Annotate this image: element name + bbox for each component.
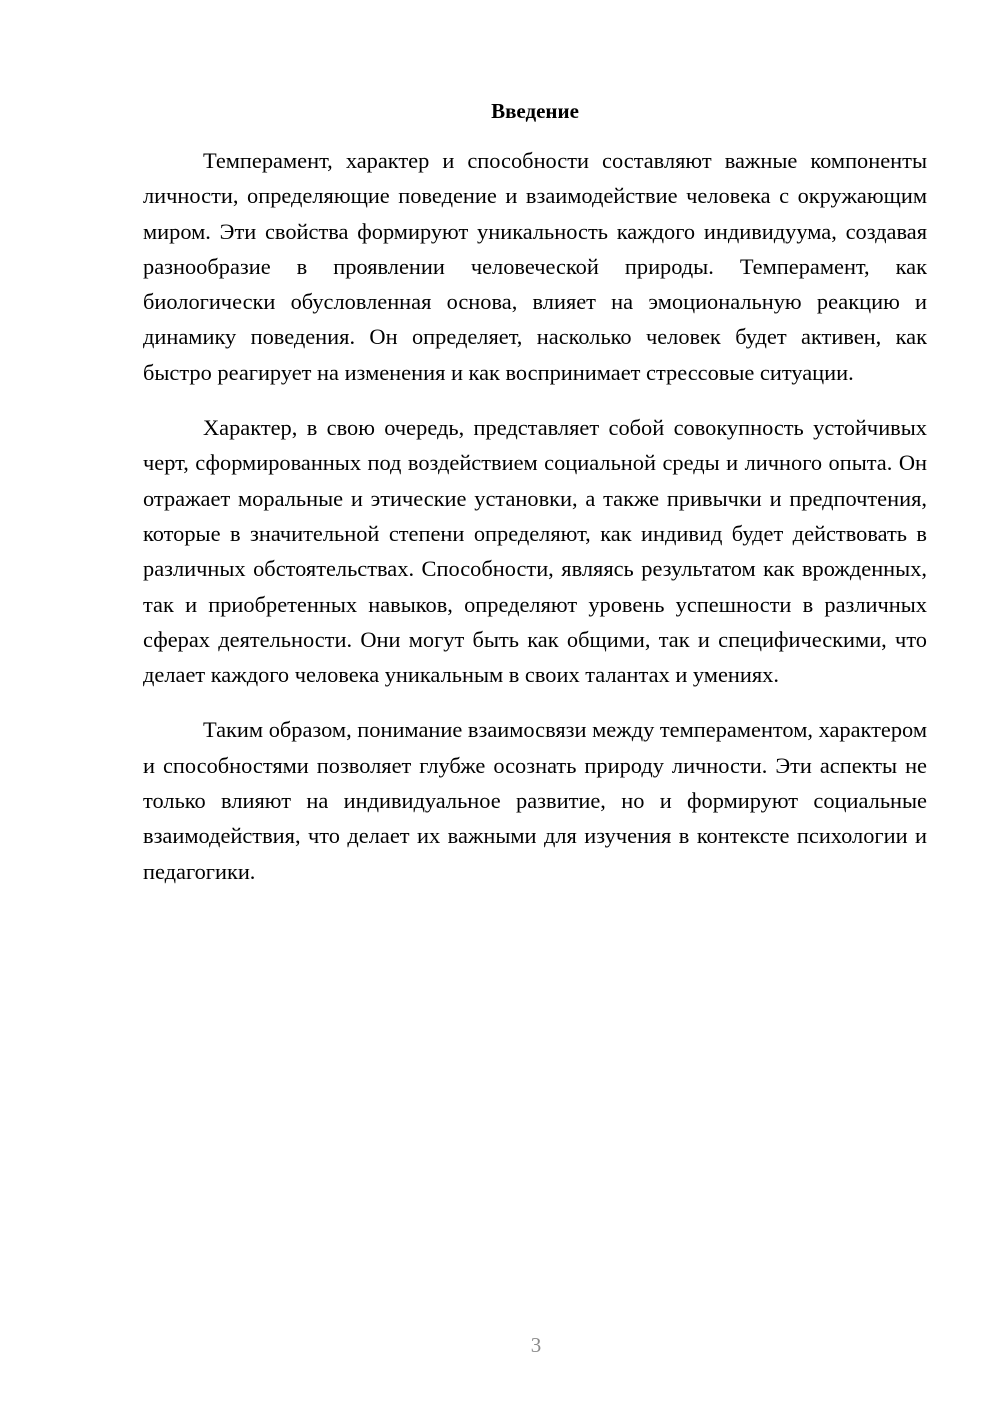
paragraph-1: Темперамент, характер и способности составляют важные компоненты личности, определяющие поведение и взаимодействие человека с окружающим миром. Эти свойства формируют уникальность каждого индивидуума, создавая разнообразие в проявлении человеческой природы. Темперамент, как биологически обусловленная основа, влияет на эмоциональную реакцию и динамику поведения. Он определяет, насколько человек будет активен, как быстро реагирует на изменения и как воспринимает стрессовые ситуации. [143,148,927,385]
paragraph-2: Характер, в свою очередь, представляет собой совокупность устойчивых черт, сформированных под воздействием социальной среды и личного опыта. Он отражает моральные и этические установки, а также привычки и предпочтения, которые в значительной степени определяют, как индивид будет действовать в различных обстоятельствах. Способности, являясь результатом как врожденных, так и приобретенных навыков, определяют уровень успешности в различных сферах деятельности. Они могут быть как общими, так и специфическими, что делает каждого человека уникальным в своих талантах и умениях. [143,415,927,688]
body-text [143,143,927,889]
paragraph-3: Таким образом, понимание взаимосвязи между темпераментом, характером и способностями позволяет глубже осознать природу личности. Эти аспекты не только влияют на индивидуальное развитие, но и формируют социальные взаимодействия, что делает их важными для изучения в контексте психологии и педагогики. [143,717,927,884]
page-number: 3 [530,1333,542,1357]
section-heading: Введение [491,99,579,123]
